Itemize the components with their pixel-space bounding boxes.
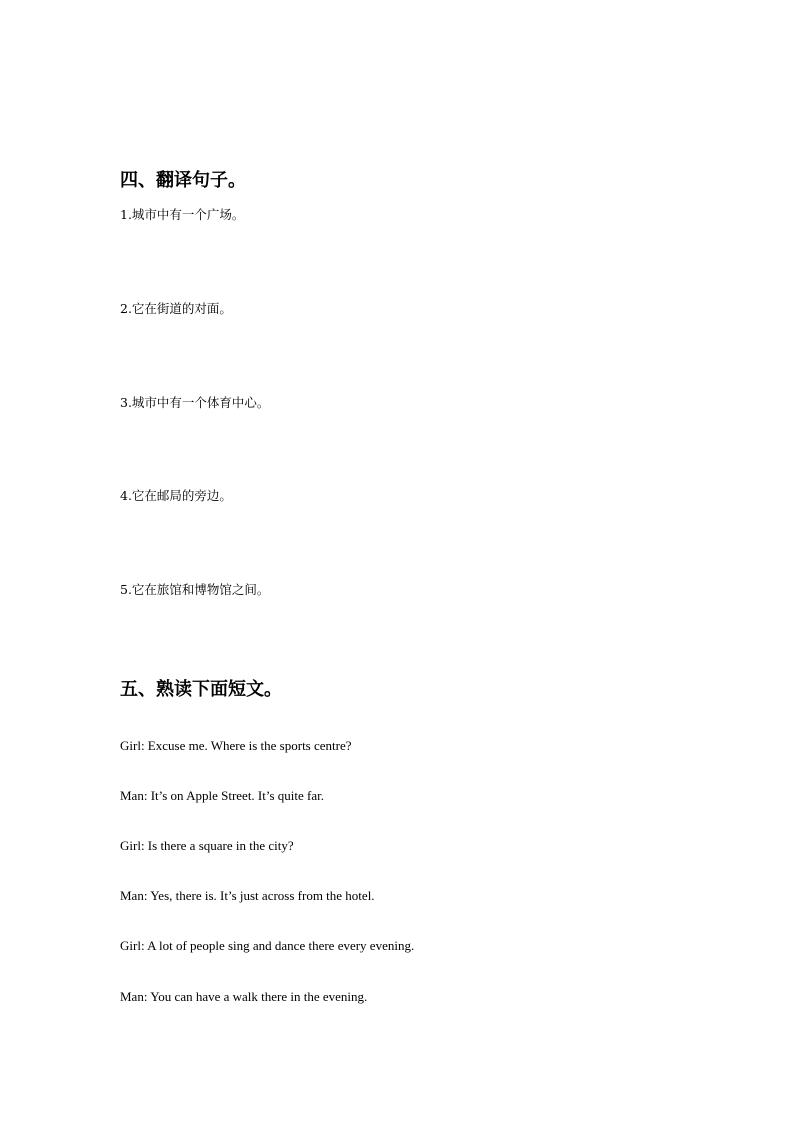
translation-item-2: 2.它在街道的对面。 <box>120 301 232 316</box>
dialogue-line-1: Girl: Excuse me. Where is the sports centre? <box>120 738 352 753</box>
translation-item-4: 4.它在邮局的旁边。 <box>120 488 232 503</box>
dialogue-line-5: Girl: A lot of people sing and dance there every evening. <box>120 938 415 953</box>
translation-item-1: 1.城市中有一个广场。 <box>120 207 245 222</box>
section-4-heading: 四、翻译句子。 <box>120 170 246 191</box>
dialogue-line-2: Man: It’s on Apple Street. It’s quite far. <box>120 788 324 803</box>
translation-item-5: 5.它在旅馆和博物馆之间。 <box>120 582 270 597</box>
translation-item-3: 3.城市中有一个体育中心。 <box>120 395 270 410</box>
dialogue-line-3: Girl: Is there a square in the city? <box>120 838 294 853</box>
section-5-heading: 五、熟读下面短文。 <box>120 679 282 700</box>
dialogue-line-4: Man: Yes, there is. It’s just across from the hotel. <box>120 888 375 903</box>
dialogue-line-6: Man: You can have a walk there in the evening. <box>120 989 368 1004</box>
